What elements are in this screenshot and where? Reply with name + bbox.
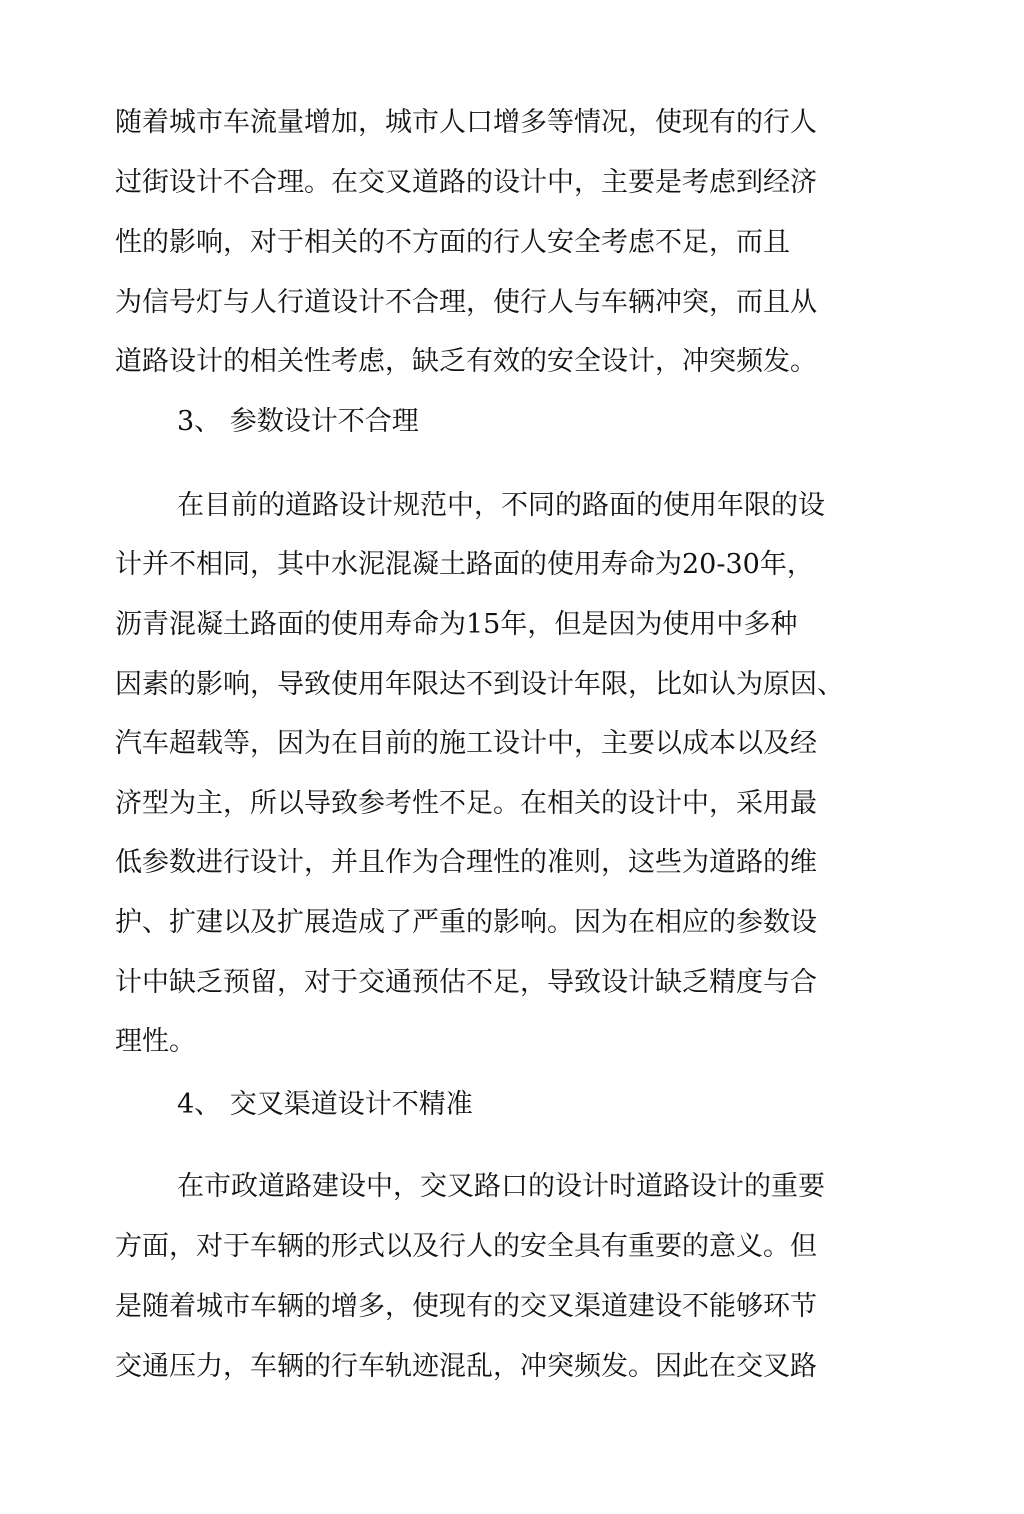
text-line: 低参数进行设计，并且作为合理性的准则，这些为道路的维 bbox=[115, 847, 817, 878]
text-line: 理性。 bbox=[115, 1026, 196, 1057]
text-line: 方面，对于车辆的形式以及行人的安全具有重要的意义。但 bbox=[115, 1231, 817, 1262]
text-line: 在市政道路建设中，交叉路口的设计时道路设计的重要 bbox=[177, 1171, 825, 1202]
section-heading: 3、 参数设计不合理 bbox=[177, 406, 419, 437]
text-line: 过街设计不合理。在交叉道路的设计中，主要是考虑到经济 bbox=[115, 167, 817, 198]
text-line: 道路设计的相关性考虑，缺乏有效的安全设计，冲突频发。 bbox=[115, 346, 817, 377]
text-line: 因素的影响，导致使用年限达不到设计年限，比如认为原因、 bbox=[115, 669, 844, 700]
text-line: 在目前的道路设计规范中，不同的路面的使用年限的设 bbox=[177, 490, 825, 521]
text-line: 计中缺乏预留，对于交通预估不足，导致设计缺乏精度与合 bbox=[115, 967, 817, 998]
section-heading: 4、 交叉渠道设计不精准 bbox=[177, 1089, 473, 1120]
text-line: 护、扩建以及扩展造成了严重的影响。因为在相应的参数设 bbox=[115, 907, 817, 938]
text-line: 是随着城市车辆的增多，使现有的交叉渠道建设不能够环节 bbox=[115, 1291, 817, 1322]
text-line: 交通压力，车辆的行车轨迹混乱，冲突频发。因此在交叉路 bbox=[115, 1351, 817, 1382]
text-line: 随着城市车流量增加，城市人口增多等情况，使现有的行人 bbox=[115, 107, 817, 138]
text-line: 济型为主，所以导致参考性不足。在相关的设计中，采用最 bbox=[115, 788, 817, 819]
text-line: 汽车超载等，因为在目前的施工设计中，主要以成本以及经 bbox=[115, 728, 817, 759]
text-line: 沥青混凝土路面的使用寿命为15年，但是因为使用中多种 bbox=[115, 609, 798, 640]
text-line: 为信号灯与人行道设计不合理，使行人与车辆冲突，而且从 bbox=[115, 287, 817, 318]
text-line: 性的影响，对于相关的不方面的行人安全考虑不足，而且 bbox=[115, 227, 790, 258]
text-line: 计并不相同，其中水泥混凝土路面的使用寿命为20-30年， bbox=[115, 549, 814, 580]
